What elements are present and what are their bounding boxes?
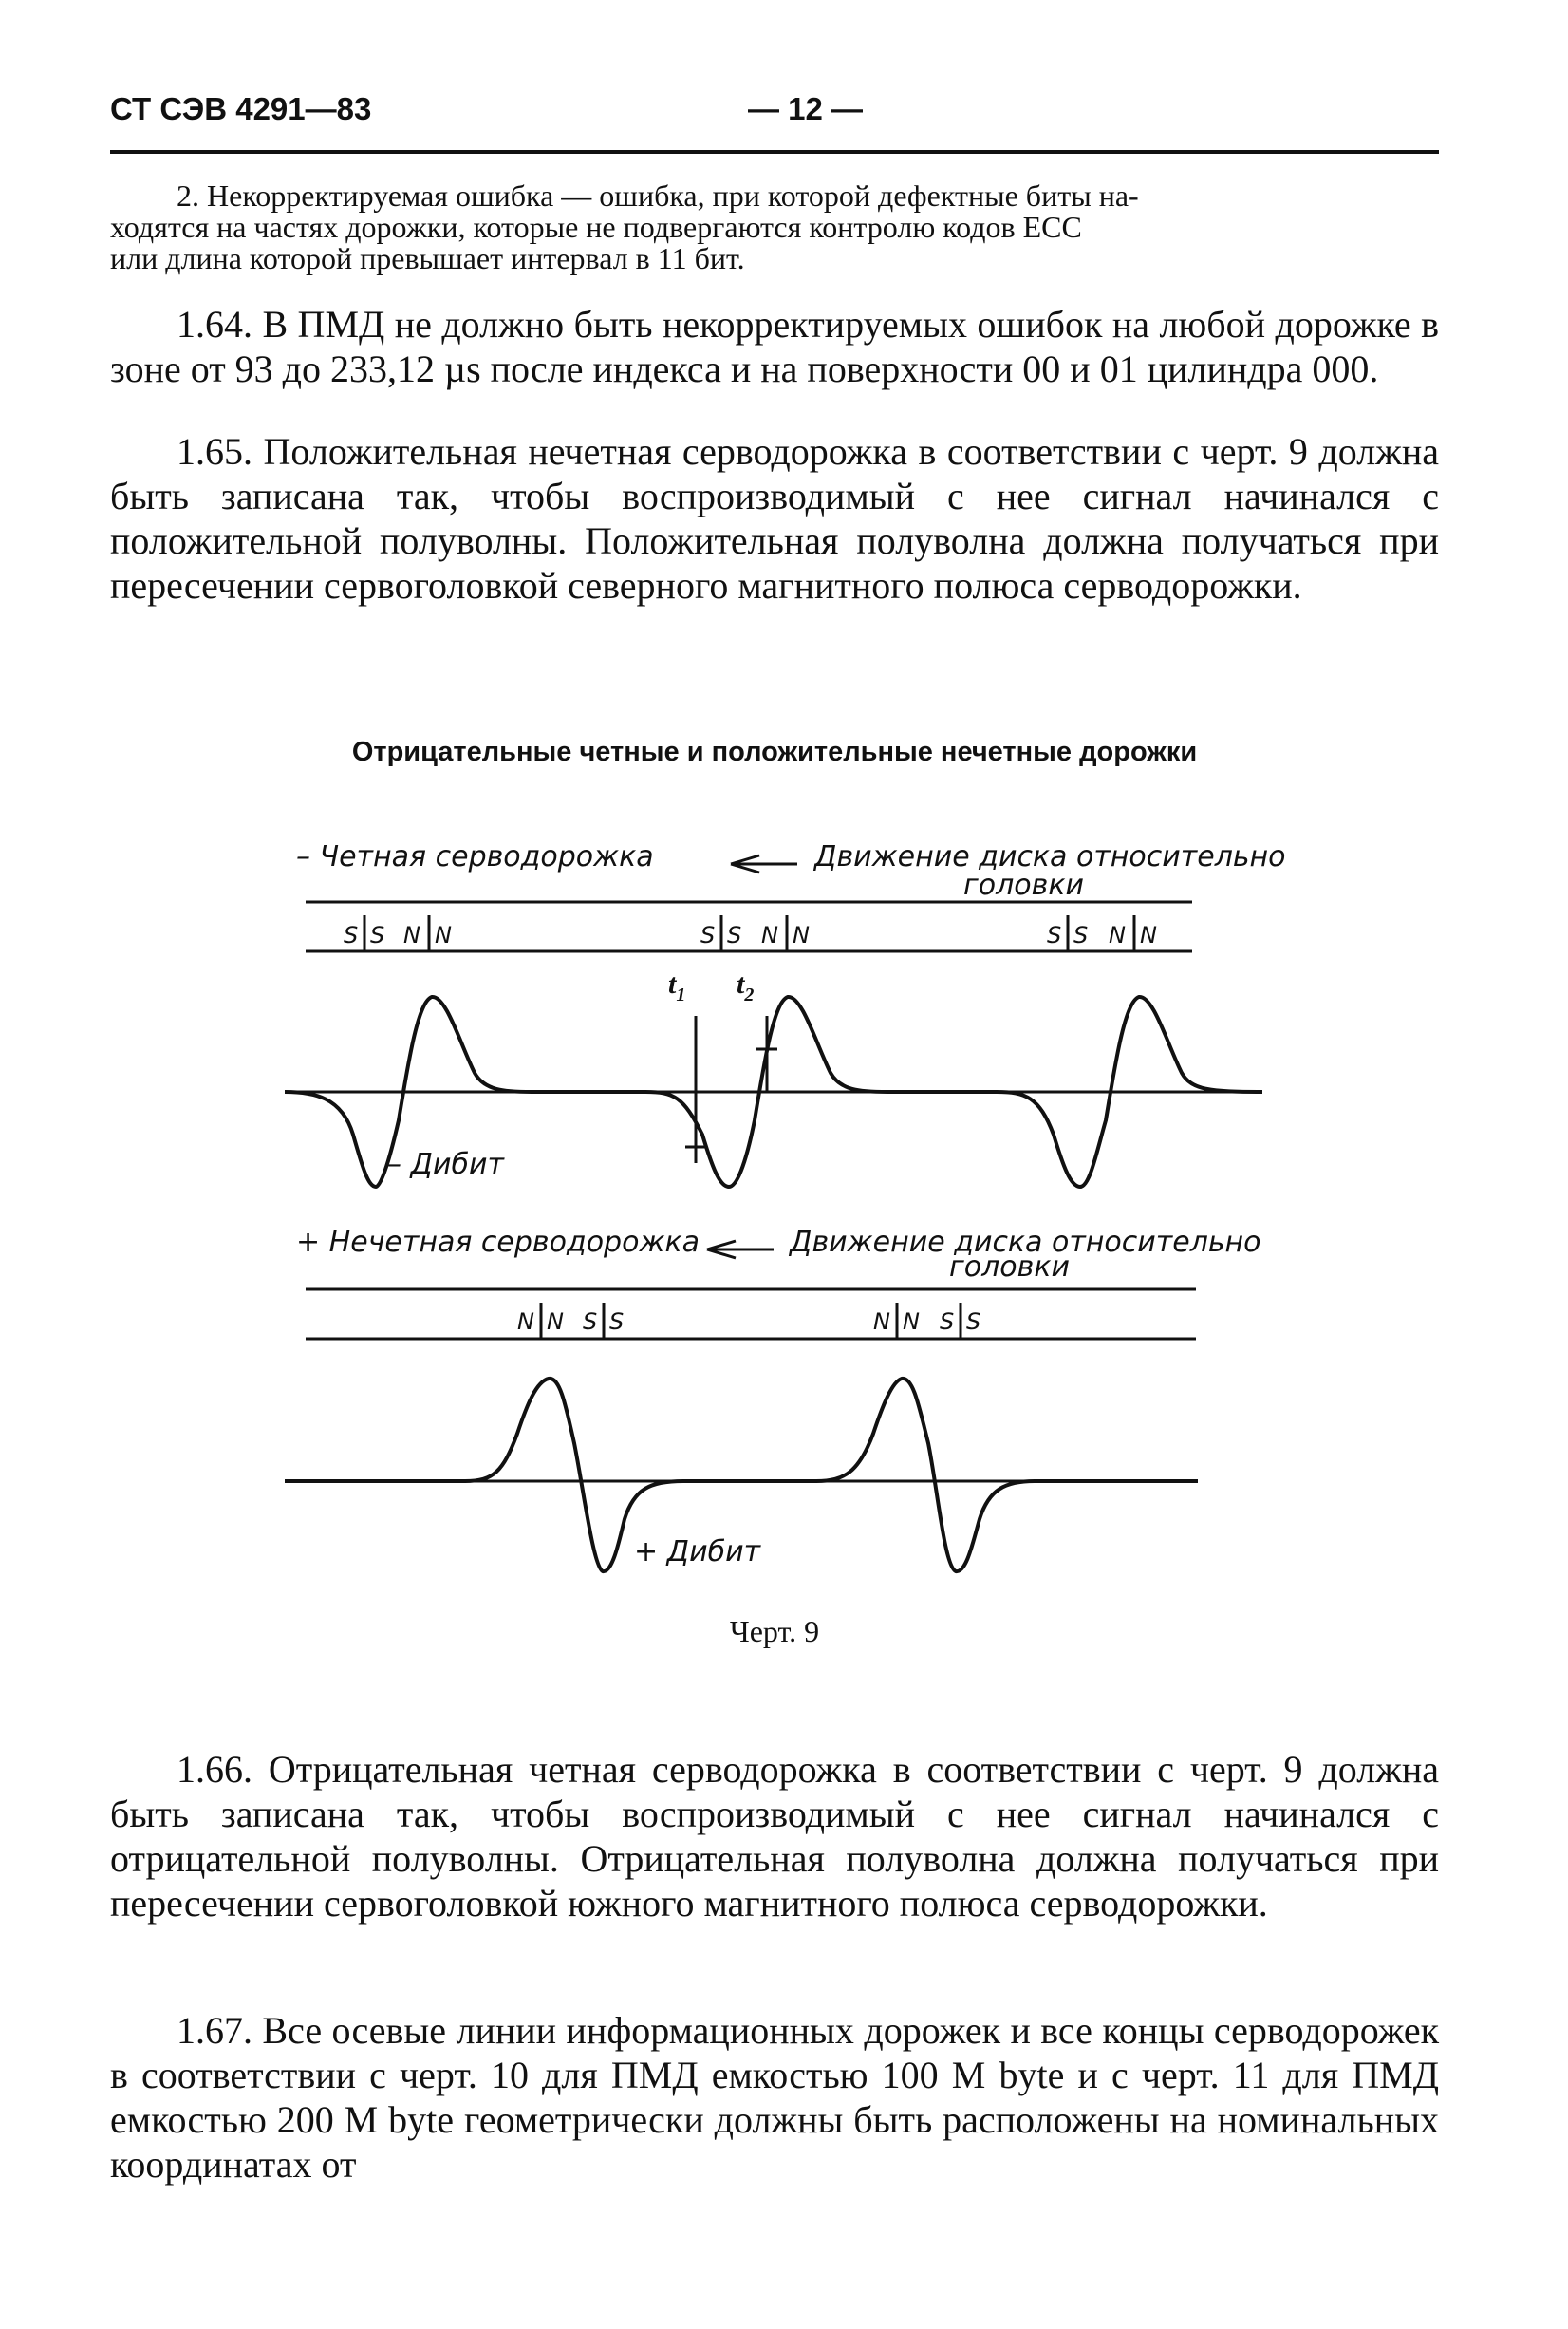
pole-s: S	[940, 1308, 955, 1335]
pole-n: N	[1109, 922, 1126, 949]
even-track-label: – Четная серводорожка	[296, 840, 654, 873]
pole-n: N	[1140, 922, 1157, 949]
standard-number: СТ СЭВ 4291—83	[110, 91, 372, 126]
even-dibit-label: – Дибит	[387, 1148, 504, 1181]
pole-s: S	[370, 922, 385, 949]
pole-n: N	[517, 1308, 534, 1335]
motion-arrow-icon	[707, 1241, 774, 1258]
note-line: или длина которой превышает интервал в 11 бит.	[110, 241, 745, 275]
t2-letter: t	[737, 968, 745, 1000]
pole-s: S	[727, 922, 742, 949]
motion-arrow-icon	[731, 855, 797, 873]
pole-n: N	[435, 922, 452, 949]
pole-n: N	[547, 1308, 564, 1335]
motion-label-line2: головки	[963, 869, 1084, 902]
pole-n: N	[761, 922, 778, 949]
note-line: ходятся на частях дорожки, которые не подвергаются контролю кодов ЕСС	[110, 210, 1082, 244]
pole-s: S	[1047, 922, 1062, 949]
t1-label	[668, 968, 685, 1005]
t2-subscript: 2	[744, 985, 755, 1005]
figure-caption: Черт. 9	[729, 1614, 820, 1648]
t1-letter: t	[668, 968, 677, 1000]
motion-label-line1: Движение диска относительно	[790, 1226, 1261, 1259]
pole-s: S	[609, 1308, 625, 1335]
pole-n: N	[793, 922, 810, 949]
pole-s: S	[1073, 922, 1089, 949]
pole-n: N	[903, 1308, 920, 1335]
pole-n: N	[873, 1308, 890, 1335]
paragraph-1-67: 1.67. Все осевые линии информационных дорожек и все концы серводорожек в соответствии с черт. 10 для ПМД емкостью 100 M byte и с черт. 11 для ПМД емкостью 200 M byte геометрически должны быть расположены на номинальных координатах от	[110, 2009, 1439, 2186]
paragraph-1-66: 1.66. Отрицательная четная серводорожка в соответствии с черт. 9 должна быть записана так, чтобы воспроизводимый с нее сигнал начинался с отрицательной полуволны. Отрицательная полуволна должна получаться при пересечении сервоголовкой южного магнитного полюса серводорожки.	[110, 1748, 1439, 1925]
page-number: — 12 —	[748, 91, 864, 126]
odd-track-label: + Нечетная серводорожка	[296, 1226, 700, 1259]
t2-label	[737, 968, 754, 1005]
pole-s: S	[344, 922, 359, 949]
pole-s: S	[583, 1308, 598, 1335]
paragraph-1-64: 1.64. В ПМД не должно быть некорректируемых ошибок на любой дорожке в зоне от 93 до 233,12 µs после индекса и на поверхности 00 и 01 цилиндра 000.	[110, 303, 1439, 390]
motion-label-line1: Движение диска относительно	[814, 840, 1286, 873]
figure-title: Отрицательные четные и положительные нечетные дорожки	[351, 737, 1198, 767]
pole-n: N	[403, 922, 420, 949]
paragraph-1-65: 1.65. Положительная нечетная серводорожка в соответствии с черт. 9 должна быть записана так, чтобы воспроизводимый с нее сигнал начинался с положительной полуволны. Положительная полуволна должна получаться при пересечении сервоголовкой северного магнитного полюса серводорожки.	[110, 430, 1439, 607]
motion-label-line2: головки	[949, 1250, 1070, 1284]
t1-subscript: 1	[676, 985, 686, 1005]
note-line: 2. Некорректируемая ошибка — ошибка, при которой дефектные биты на-	[177, 178, 1139, 213]
pole-s: S	[966, 1308, 981, 1335]
odd-dibit-label: + Дибит	[634, 1535, 761, 1568]
pole-s: S	[700, 922, 716, 949]
